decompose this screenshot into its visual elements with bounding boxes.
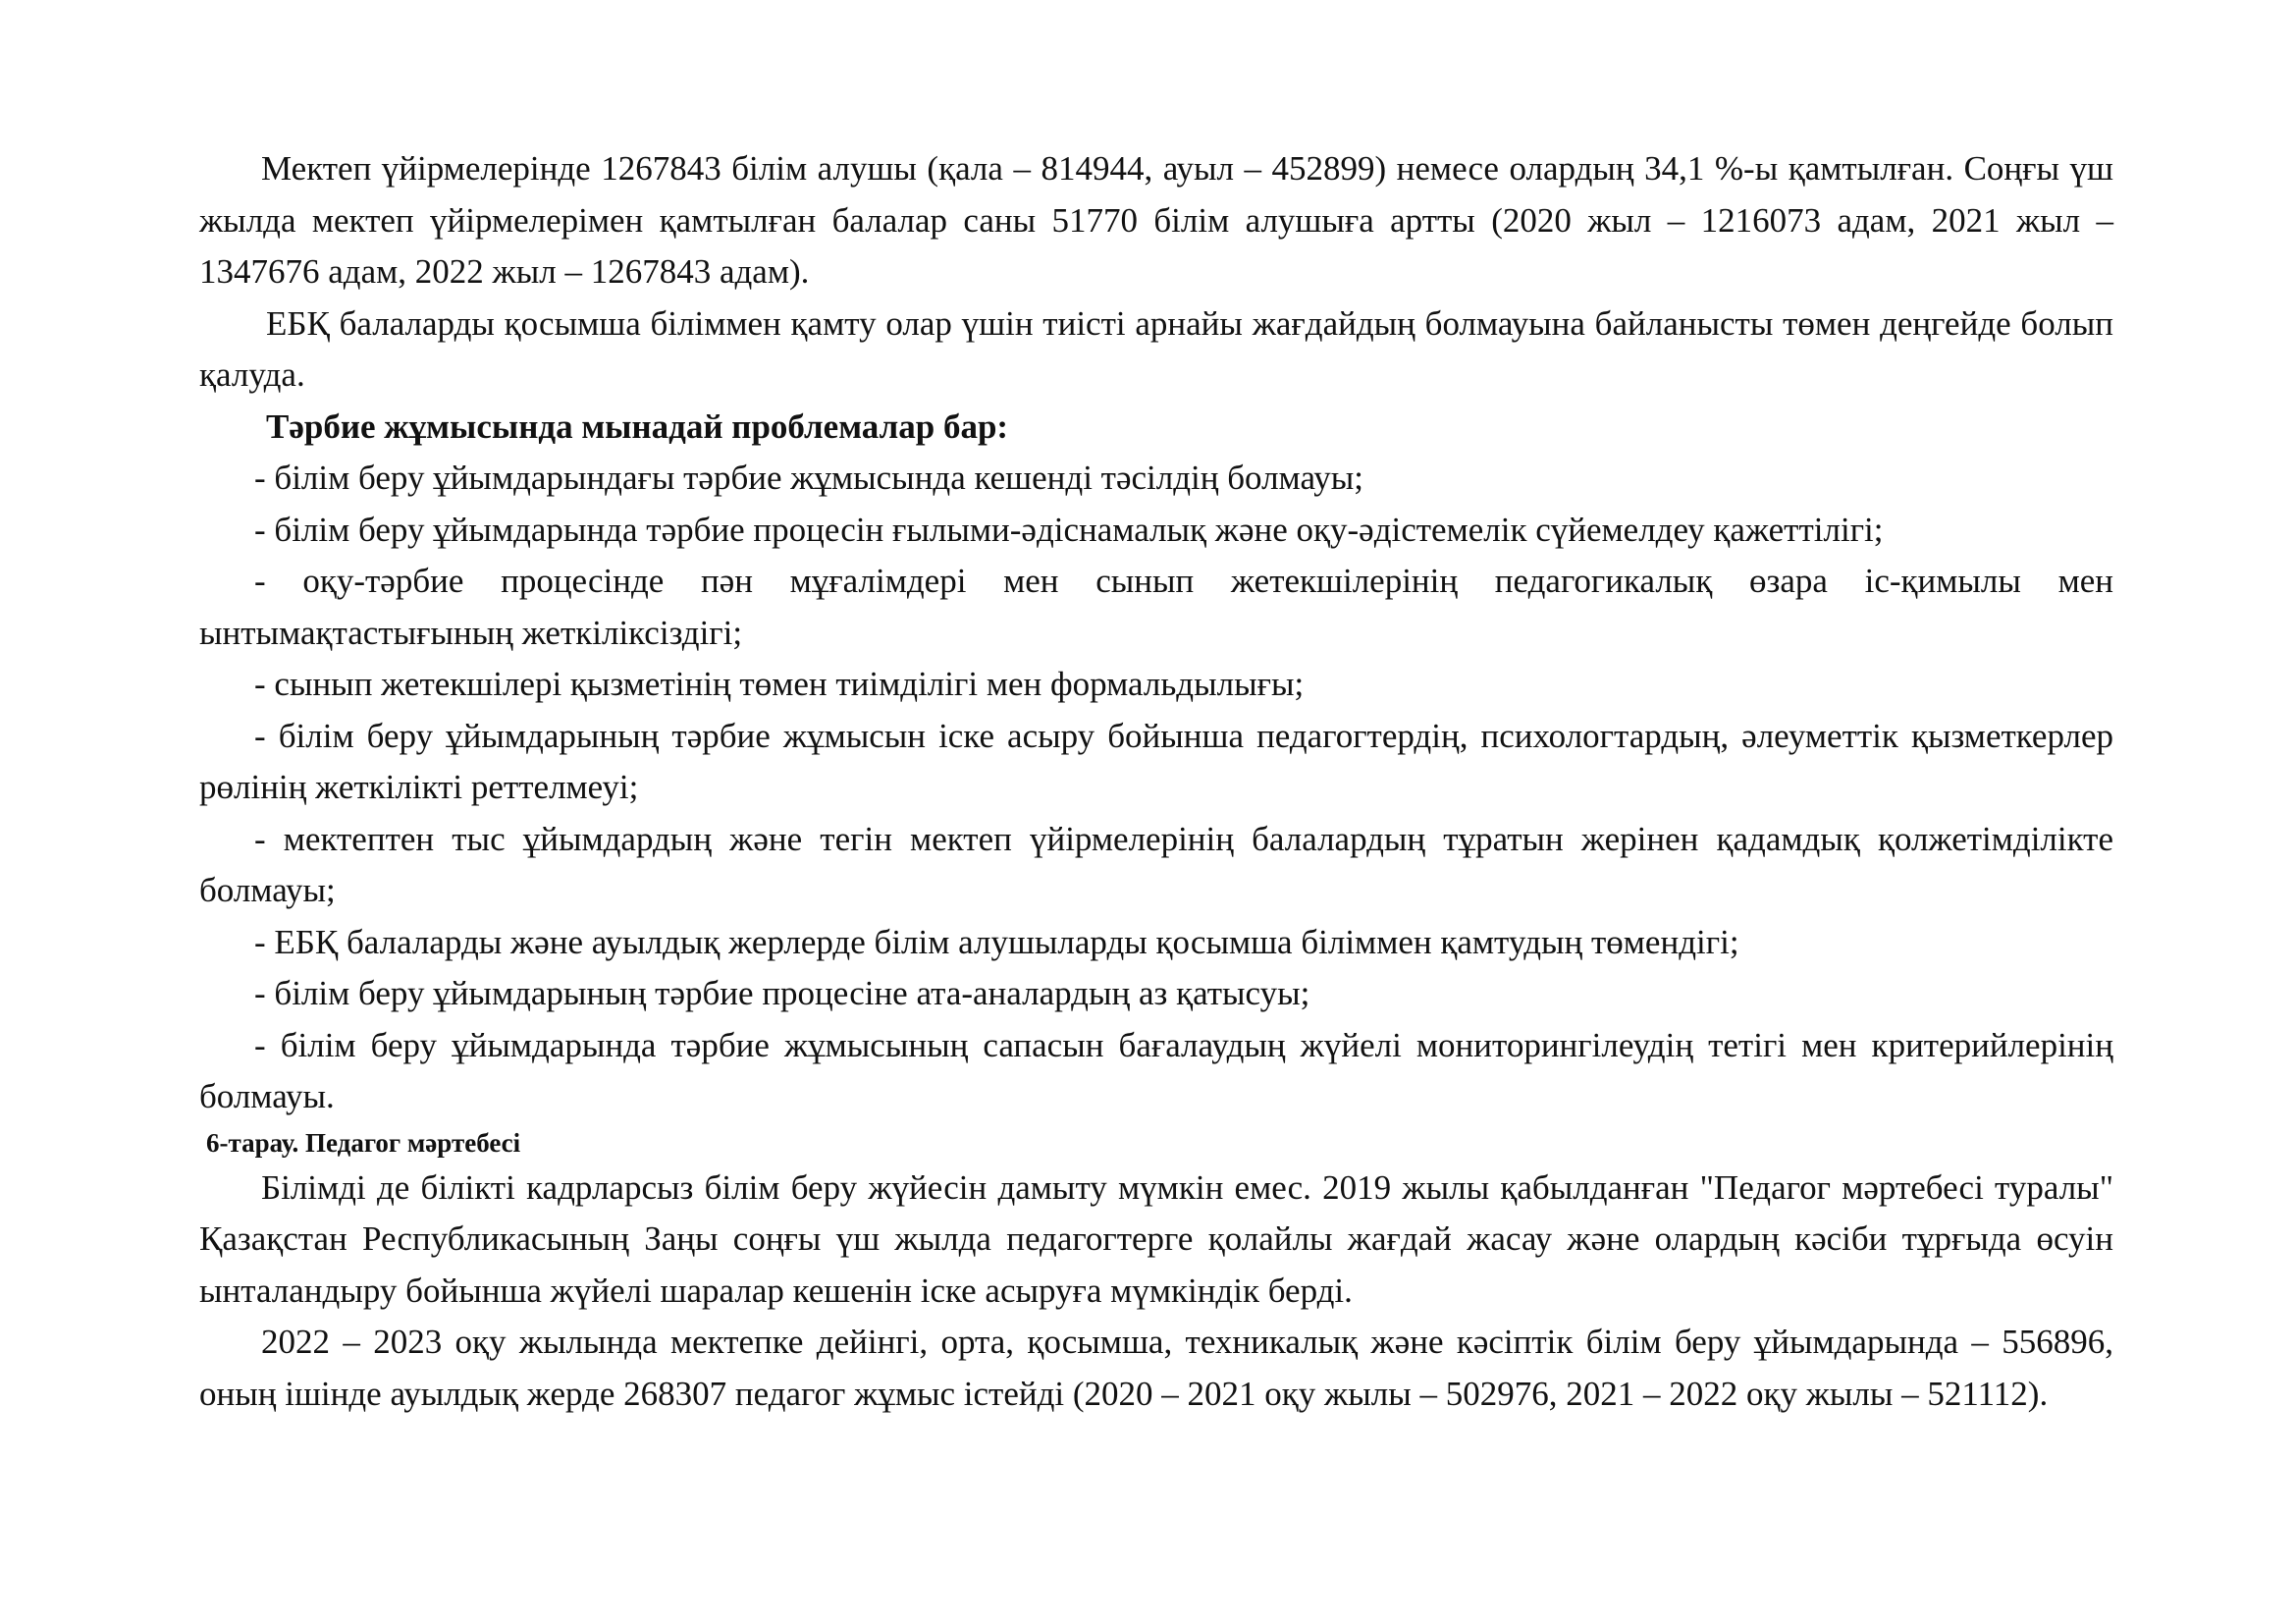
- list-item: - мектептен тыс ұйымдардың және тегін мектеп үйірмелерінің балалардың тұратын жерінен қадамдық қолжетімділікте болмауы;: [199, 819, 2113, 909]
- problems-list: [199, 453, 2113, 1123]
- list-item: - білім беру ұйымдарында тәрбие жұмысының сапасын бағалаудың жүйелі мониторингілеудің тетігі мен критерийлерінің болмауы.: [199, 1025, 2113, 1115]
- list-item: - ЕБҚ балаларды және ауылдық жерлерде білім алушыларды қосымша біліммен қамтудың төмендігі;: [254, 922, 1739, 961]
- list-item: - оқу-тәрбие процесінде пән мұғалімдері мен сынып жетекшілерінің педагогикалық өзара іс-қимылы мен ынтымақтастығының жеткіліксіздігі;: [199, 562, 2113, 652]
- paragraph-teacher-status-law: Білімді де білікті кадрларсыз білім беру жүйесін дамыту мүмкін емес. 2019 жылы қабылданған "Педагог мәртебесі туралы" Қазақстан Республикасының Заңы соңғы үш жылда педагогтерге қолайлы жағдай жасау және олардың кәсіби тұрғыда өсуін ынталандыру бойынша жүйелі шаралар кешенін іске асыруға мүмкіндік берді.: [199, 1167, 2113, 1310]
- paragraph-teacher-count: 2022 – 2023 оқу жылында мектепке дейінгі, орта, қосымша, техникалық және кәсіптік білім беру ұйымдарында – 556896, оның ішінде ауылдық жерде 268307 педагог жұмыс істейді (2020 – 2021 оқу жылы – 502976, 2021 – 2022 оқу жылы – 521112).: [199, 1323, 2113, 1413]
- section-title: 6-тарау. Педагог мәртебесі: [206, 1127, 521, 1158]
- list-item: - сынып жетекшілері қызметінің төмен тиімділігі мен формальдылығы;: [254, 665, 1305, 703]
- paragraph-special-needs: ЕБҚ балаларды қосымша біліммен қамту олар үшін тиісті арнайы жағдайдың болмауына байланысты төмен деңгейде болып қалуда.: [199, 303, 2113, 394]
- list-item: - білім беру ұйымдарындағы тәрбие жұмысында кешенді тәсілдің болмауы;: [254, 459, 1363, 497]
- list-item: - білім беру ұйымдарында тәрбие процесін ғылыми-әдіснамалық және оқу-әдістемелік сүйемелдеу қажеттілігі;: [254, 510, 1884, 549]
- list-item: - білім беру ұйымдарының тәрбие процесіне ата-аналардың аз қатысуы;: [254, 974, 1310, 1012]
- document-page: [199, 143, 2113, 1420]
- paragraph-school-clubs: Мектеп үйірмелерінде 1267843 білім алушы (қала – 814944, ауыл – 452899) немесе олардың 34,1 %-ы қамтылған. Соңғы үш жылда мектеп үйірмелерімен қамтылған балалар саны 51770 білім алушыға артты (2020 жыл – 1216073 адам, 2021 жыл – 1347676 адам, 2022 жыл – 1267843 адам).: [199, 149, 2113, 291]
- list-item: - білім беру ұйымдарының тәрбие жұмысын іске асыру бойынша педагогтердің, психологтардың, әлеуметтік қызметкерлер рөлінің жеткілікті реттелмеуі;: [199, 716, 2113, 806]
- problems-heading: Тәрбие жұмысында мынадай проблемалар бар:: [266, 406, 1009, 446]
